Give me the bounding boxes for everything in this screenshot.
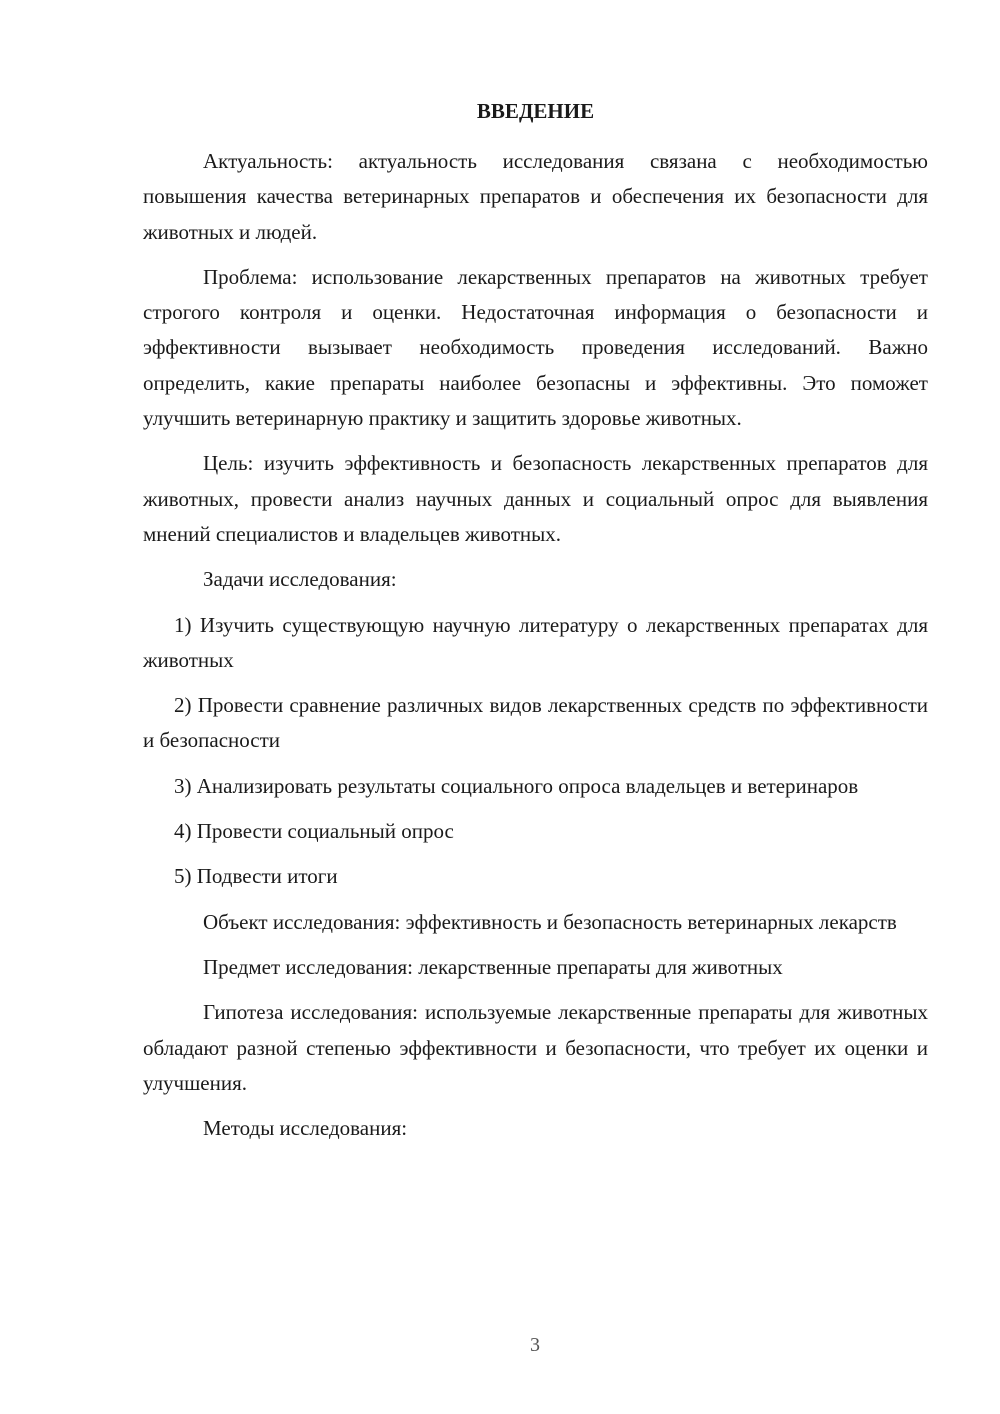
document-page xyxy=(143,95,928,1156)
section-heading: ВВЕДЕНИЕ xyxy=(476,99,595,123)
task-item-2: 2) Провести сравнение различных видов лекарственных средств по эффективности и безопасности xyxy=(143,693,928,753)
paragraph-goal: Цель: изучить эффективность и безопасность лекарственных препаратов для животных, провести анализ научных данных и социальный опрос для выявления мнений специалистов и владельцев животных. xyxy=(143,451,928,546)
paragraph-problem: Проблема: использование лекарственных препаратов на животных требует строгого контроля и оценки. Недостаточная информация о безопасности и эффективности вызывает необходимость проведения исследований. Важно определить, какие препараты наиболее безопасны и эффективны. Это поможет улучшить ветеринарную практику и защитить здоровье животных. xyxy=(143,264,928,431)
task-item-3: 3) Анализировать результаты социального опроса владельцев и ветеринаров xyxy=(174,773,859,798)
paragraph-subject: Предмет исследования: лекарственные препараты для животных xyxy=(203,954,783,979)
paragraph-hypothesis: Гипотеза исследования: используемые лекарственные препараты для животных обладают разной степенью эффективности и безопасности, что требует их оценки и улучшения. xyxy=(143,1000,928,1095)
page-number: 3 xyxy=(530,1334,540,1356)
task-item-1: 1) Изучить существующую научную литературу о лекарственных препаратах для животных xyxy=(143,612,928,672)
paragraph-object: Объект исследования: эффективность и безопасность ветеринарных лекарств xyxy=(203,909,897,934)
task-item-4: 4) Провести социальный опрос xyxy=(174,819,454,844)
task-item-5: 5) Подвести итоги xyxy=(174,864,338,889)
paragraph-relevance: Актуальность: актуальность исследования связана с необходимостью повышения качества ветеринарных препаратов и обеспечения их безопасности для животных и людей. xyxy=(143,149,928,244)
paragraph-tasks-intro: Задачи исследования: xyxy=(203,567,397,592)
paragraph-methods-intro: Методы исследования: xyxy=(203,1116,408,1141)
